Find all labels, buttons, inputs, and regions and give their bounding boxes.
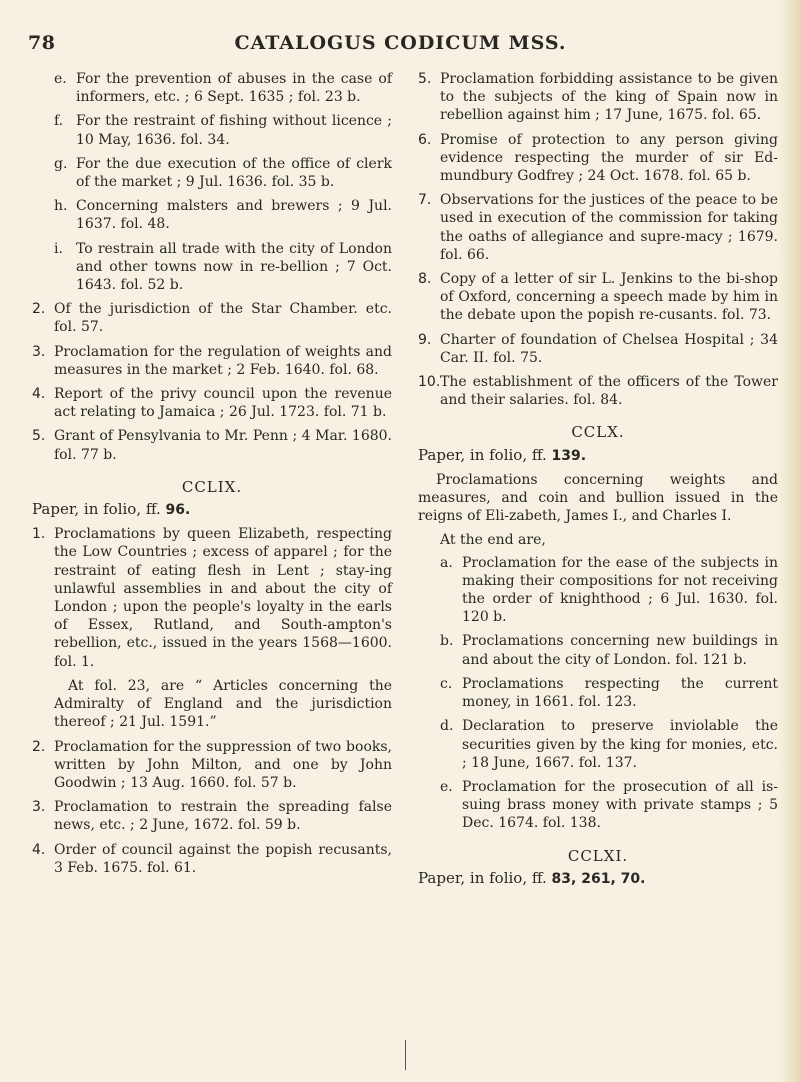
list-item (418, 554, 778, 627)
item-marker: 8. (418, 271, 432, 288)
item-marker: 5. (32, 428, 46, 445)
item-marker: 9. (418, 331, 432, 348)
list-item (32, 197, 392, 233)
list-item (32, 798, 392, 834)
list-item (32, 841, 392, 877)
list-item (32, 343, 392, 379)
item-text: Report of the privy council upon the revenue act relating to Jamaica ; 26 Jul. 1723. fol. 71 b. (54, 386, 392, 421)
item-marker: h. (54, 198, 68, 215)
item-marker: 7. (418, 192, 432, 209)
list-item (32, 112, 392, 148)
item-marker: c. (440, 675, 453, 692)
item-marker: 3. (32, 343, 46, 360)
item-text: Charter of foundation of Chelsea Hospital ; 34 Car. II. fol. 75. (440, 331, 778, 366)
item-marker: e. (440, 778, 453, 795)
note-text: At fol. 23, are “ Articles concerning the Admiralty of England and the jurisdiction thereof ; 21 Jul. 1591.” (54, 677, 392, 731)
list-item (418, 778, 778, 833)
item-text: Declaration to preserve inviolable the securities given by the king for monies, etc. ; 18 June, 1667. fol. 137. (462, 718, 778, 771)
folio-count: 96. (165, 502, 191, 519)
item-marker: b. (440, 633, 454, 650)
list-item (32, 525, 392, 671)
item-text: Proclamations respecting the current money, in 1661. fol. 123. (462, 675, 778, 711)
paper-description (418, 446, 778, 465)
list-item (418, 632, 778, 668)
item-text: Observations for the justices of the peace to be used in execution of the commission for taking the oaths of allegiance and supre-macy ; 1679. fol. 66. (440, 192, 778, 263)
item-marker: 3. (32, 799, 46, 816)
paper-prefix: Paper, in folio, ff. (418, 868, 547, 887)
item-text: For the due execution of the office of clerk of the market ; 9 Jul. 1636. fol. 35 b. (76, 155, 392, 191)
page-header (0, 32, 801, 62)
item-text: Proclamation to restrain the spreading false news, etc. ; 2 June, 1672. fol. 59 b. (54, 799, 392, 834)
list-item (418, 675, 778, 711)
list-item (418, 70, 778, 125)
item-text: The establishment of the officers of the Tower and their salaries. fol. 84. (440, 374, 778, 409)
section-description: Proclamations concerning weights and measures, and coin and bullion issued in the reigns of Eli-zabeth, James I., and Charles I. (418, 471, 778, 525)
item-text: Of the jurisdiction of the Star Chamber. etc. fol. 57. (54, 301, 392, 336)
item-text: Proclamations by queen Elizabeth, respecting the Low Countries ; excess of apparel ; for the restraint of eating flesh in Lent ; stay-ing unlawful assemblies in and about the city of London ; upon the people's loyalty in the earls of Essex, Rutland, and South-ampton's rebellion, etc., issued in the years 1568—1600. fol. 1. (54, 526, 392, 670)
item-text: Proclamation for the prosecution of all is-suing brass money with private stamps ; 5 Dec. 1674. fol. 138. (462, 778, 778, 832)
item-marker: e. (54, 71, 67, 87)
page-number: 78 (28, 32, 56, 54)
item-text: Concerning malsters and brewers ; 9 Jul. 1637. fol. 48. (76, 198, 392, 233)
item-text: Proclamation for the ease of the subjects in making their compositions for not receiving the order of knighthood ; 6 Jul. 1630. fol. 120 b. (462, 554, 778, 626)
item-text: For the restraint of fishing without licence ; 10 May, 1636. fol. 34. (76, 113, 392, 148)
paper-description (32, 500, 392, 519)
item-text: For the prevention of abuses in the case of informers, etc. ; 6 Sept. 1635 ; fol. 23 b. (76, 71, 392, 106)
item-text: Proclamations concerning new buildings in and about the city of London. fol. 121 b. (462, 633, 778, 668)
list-item (32, 385, 392, 421)
left-column (32, 70, 392, 883)
list-item (418, 373, 778, 409)
paper-prefix: Paper, in folio, ff. (32, 500, 161, 519)
item-marker: 2. (32, 738, 46, 755)
section-heading: CCLIX. (181, 477, 243, 496)
item-marker: a. (440, 554, 453, 571)
column-divider (405, 1040, 406, 1070)
item-text: Proclamation forbidding assistance to be given to the subjects of the king of Spain now in rebellion against him ; 17 June, 1675. fol. 65. (440, 71, 778, 124)
list-item (418, 331, 778, 367)
item-text: Copy of a letter of sir L. Jenkins to the bi-shop of Oxford, concerning a speech made by him in the debate upon the popish re-cusants. fol. 73. (440, 271, 778, 324)
page-edge-shadow (777, 0, 801, 1082)
running-title: CATALOGUS CODICUM MSS. (234, 32, 567, 54)
list-item (32, 300, 392, 336)
list-item (418, 717, 778, 772)
list-item (418, 191, 778, 264)
item-text: Promise of protection to any person giving evidence respecting the murder of sir Ed-mundbury Godfrey ; 24 Oct. 1678. fol. 65 b. (440, 131, 778, 185)
list-item (32, 70, 392, 106)
item-marker: d. (440, 718, 454, 735)
folio-count: 139. (551, 447, 587, 464)
item-marker: 4. (32, 841, 46, 858)
item-marker: i. (54, 240, 63, 257)
paper-prefix: Paper, in folio, ff. (418, 445, 547, 464)
list-item (32, 240, 392, 295)
list-item (32, 155, 392, 191)
item-marker: 10. (418, 374, 441, 391)
item-text: Proclamation for the suppression of two books, written by John Milton, and one by John Goodwin ; 13 Aug. 1660. fol. 57 b. (54, 738, 392, 791)
list-item (32, 427, 392, 463)
item-marker: f. (54, 113, 64, 130)
item-marker: 2. (32, 301, 46, 318)
note-paragraph (32, 677, 392, 732)
section-heading: CCLXI. (567, 846, 629, 865)
at-end-label: At the end are, (440, 532, 546, 549)
item-marker: 6. (418, 131, 432, 148)
item-text: To restrain all trade with the city of London and other towns now in re-bellion ; 7 Oct. 1643. fol. 52 b. (76, 240, 392, 294)
list-item (32, 738, 392, 793)
list-item (418, 131, 778, 186)
right-column (418, 70, 778, 894)
item-marker: g. (54, 155, 68, 172)
item-text: Grant of Pensylvania to Mr. Penn ; 4 Mar. 1680. fol. 77 b. (54, 428, 392, 463)
folio-count: 83, 261, 70. (551, 870, 646, 887)
item-marker: 1. (32, 526, 46, 543)
paper-description (418, 869, 778, 888)
item-marker: 4. (32, 386, 46, 403)
item-text: Proclamation for the regulation of weights and measures in the market ; 2 Feb. 1640. fol. 68. (54, 343, 392, 378)
section-heading: CCLX. (571, 423, 625, 442)
list-item (418, 270, 778, 325)
item-marker: 5. (418, 71, 432, 87)
item-text: Order of council against the popish recusants, 3 Feb. 1675. fol. 61. (54, 841, 392, 876)
